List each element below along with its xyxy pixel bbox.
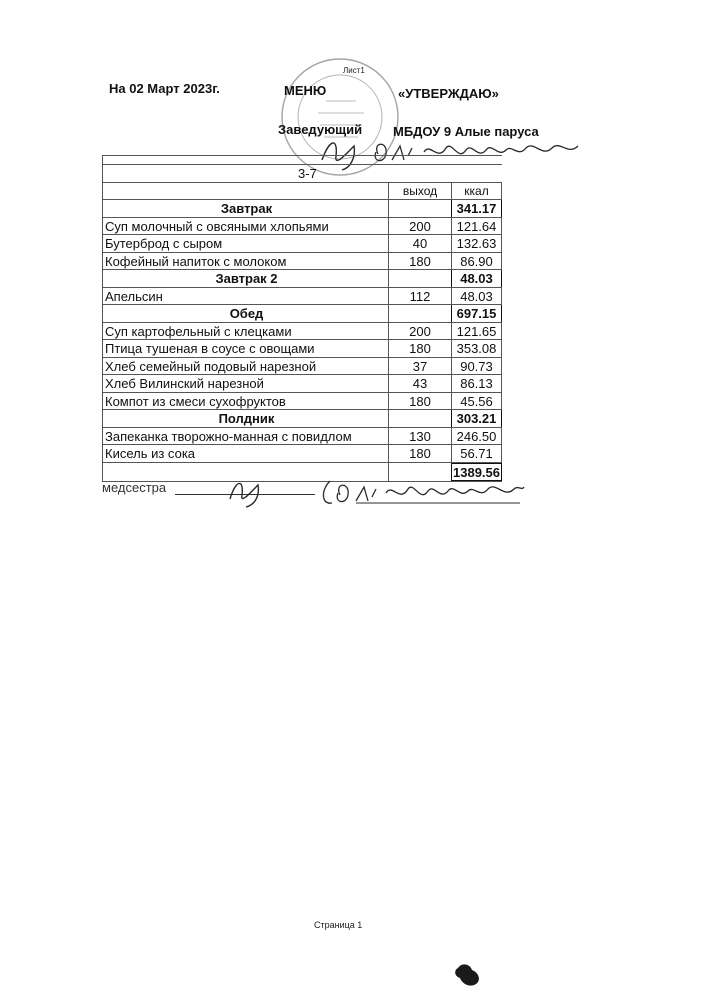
table-row <box>102 253 502 271</box>
col-kcal-header: ккал <box>451 183 502 200</box>
dish-output: 200 <box>388 323 451 340</box>
header-name-cell <box>102 183 388 200</box>
dish-output: 40 <box>388 235 451 252</box>
section-kcal: 48.03 <box>451 270 502 287</box>
age-group-code: 3-7 <box>102 165 388 182</box>
dish-output: 200 <box>388 218 451 235</box>
document-title: МЕНЮ <box>284 83 327 98</box>
head-position: Заведующий <box>278 122 363 137</box>
dish-kcal: 86.90 <box>451 253 502 270</box>
section-name: Завтрак 2 <box>102 270 388 287</box>
col-output-header: выход <box>388 183 451 200</box>
nurse-signature <box>180 473 525 508</box>
dish-kcal: 48.03 <box>451 288 502 305</box>
dish-kcal: 121.65 <box>451 323 502 340</box>
table-top-row <box>102 155 502 165</box>
section-name: Обед <box>102 305 388 322</box>
total-kcal: 1389.56 <box>453 464 500 480</box>
approve-label: «УТВЕРЖДАЮ» <box>398 86 499 101</box>
table-row <box>102 428 502 446</box>
table-row <box>102 235 502 253</box>
page-number: Страница 1 <box>314 920 363 930</box>
table-row <box>102 393 502 411</box>
table-header-row <box>102 183 502 201</box>
ink-blot <box>452 958 484 988</box>
dish-output: 180 <box>388 445 451 462</box>
dish-name: Суп молочный с овсяными хлопьями <box>102 218 388 235</box>
section-output <box>388 270 451 287</box>
section-output <box>388 200 451 217</box>
menu-table <box>102 155 502 482</box>
dish-name: Хлеб Вилинский нарезной <box>102 375 388 392</box>
dish-name: Запеканка творожно-манная с повидлом <box>102 428 388 445</box>
dish-kcal: 56.71 <box>451 445 502 462</box>
section-output <box>388 305 451 322</box>
dish-name: Птица тушеная в соусе с овощами <box>102 340 388 357</box>
dish-kcal: 90.73 <box>451 358 502 375</box>
dish-name: Апельсин <box>102 288 388 305</box>
section-output <box>388 410 451 427</box>
dish-output: 180 <box>388 393 451 410</box>
table-row <box>102 218 502 236</box>
table-row <box>102 375 502 393</box>
dish-kcal: 353.08 <box>451 340 502 357</box>
section-row <box>102 410 502 428</box>
dish-name: Хлеб семейный подовый нарезной <box>102 358 388 375</box>
table-row <box>102 288 502 306</box>
dish-kcal: 45.56 <box>451 393 502 410</box>
organization-name: МБДОУ 9 Алые паруса <box>393 124 539 139</box>
section-kcal: 303.21 <box>451 410 502 427</box>
dish-name: Кисель из сока <box>102 445 388 462</box>
table-row <box>102 340 502 358</box>
dish-output: 130 <box>388 428 451 445</box>
dish-kcal: 121.64 <box>451 218 502 235</box>
dish-output: 180 <box>388 340 451 357</box>
dish-kcal: 132.63 <box>451 235 502 252</box>
dish-output: 112 <box>388 288 451 305</box>
dish-name: Кофейный напиток с молоком <box>102 253 388 270</box>
section-name: Завтрак <box>102 200 388 217</box>
section-kcal: 341.17 <box>451 200 502 217</box>
table-row <box>102 358 502 376</box>
section-row <box>102 270 502 288</box>
dish-output: 180 <box>388 253 451 270</box>
table-row <box>102 445 502 463</box>
nurse-label: медсестра <box>102 480 167 495</box>
section-row <box>102 305 502 323</box>
dish-name: Суп картофельный с клецками <box>102 323 388 340</box>
dish-name: Бутерброд с сыром <box>102 235 388 252</box>
table-row <box>102 323 502 341</box>
dish-name: Компот из смеси сухофруктов <box>102 393 388 410</box>
dish-kcal: 86.13 <box>451 375 502 392</box>
section-name: Полдник <box>102 410 388 427</box>
dish-output: 43 <box>388 375 451 392</box>
document-date: На 02 Март 2023г. <box>109 81 220 96</box>
section-row <box>102 200 502 218</box>
dish-kcal: 246.50 <box>451 428 502 445</box>
dish-output: 37 <box>388 358 451 375</box>
sheet-label: Лист1 <box>343 66 365 75</box>
age-group-row <box>102 165 502 183</box>
section-kcal: 697.15 <box>451 305 502 322</box>
